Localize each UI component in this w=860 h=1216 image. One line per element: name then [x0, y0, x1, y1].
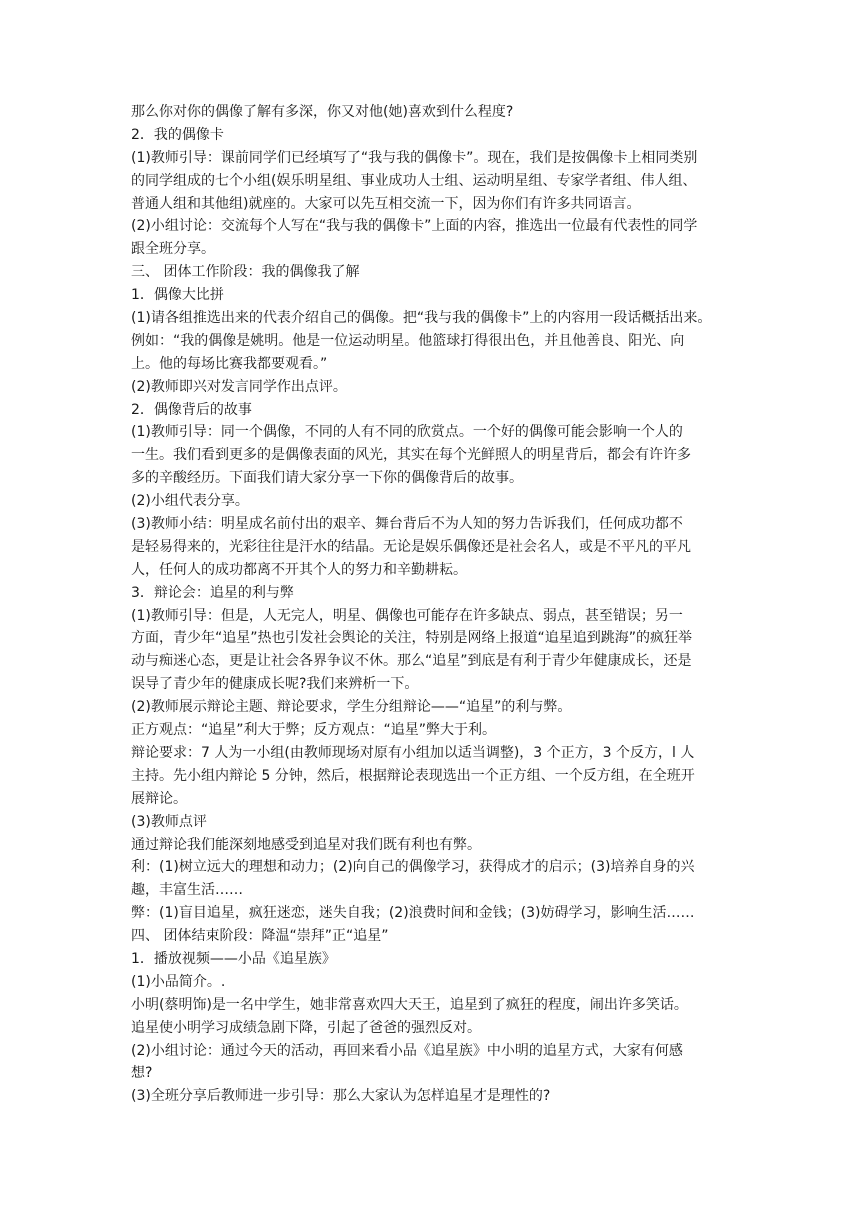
- text-line: (3)教师点评: [131, 813, 207, 830]
- text-line: (2)小组讨论：交流每个人写在“我与我的偶像卡”上面的内容，推选出一位最有代表性的同学: [131, 218, 698, 235]
- text-line: (1)请各组推选出来的代表介绍自己的偶像。把“我与我的偶像卡”上的内容用一段话概括出来。: [131, 310, 712, 327]
- text-line: (1)教师引导：课前同学们已经填写了“我与我的偶像卡”。现在，我们是按偶像卡上相同类别: [131, 149, 698, 166]
- text-line: (3)全班分享后教师进一步引导：那么大家认为怎样追星才是理性的?: [131, 1088, 551, 1105]
- text-line: 小明(蔡明饰)是一名中学生，她非常喜欢四大天王，追星到了疯狂的程度，闹出许多笑话。: [131, 996, 688, 1013]
- text-line: 的同学组成的七个小组(娱乐明星组、事业成功人士组、运动明星组、专家学者组、伟人组、: [131, 172, 697, 189]
- text-line: 通过辩论我们能深刻地感受到追星对我们既有利也有弊。: [131, 836, 481, 853]
- text-line: 普通人组和其他组)就座的。大家可以先互相交流一下，因为你们有许多共同语言。: [131, 195, 641, 212]
- text-line: 2．偶像背后的故事: [131, 401, 252, 418]
- text-line: 主持。先小组内辩论 5 分钟，然后，根据辩论表现选出一个正方组、一个反方组，在全班开: [131, 767, 695, 784]
- text-line: 四、 团体结束阶段：降温“崇拜”正“追星”: [131, 928, 389, 945]
- text-line: 1．播放视频——小品《追星族》: [131, 950, 336, 967]
- text-line: 误导了青少年的健康成长呢?我们来辨析一下。: [131, 676, 419, 693]
- text-line: 是轻易得来的，光彩往往是汗水的结晶。无论是娱乐偶像还是社会名人，或是不平凡的平凡: [131, 538, 691, 555]
- text-line: 辩论要求：7 人为一小组(由教师现场对原有小组加以适当调整)，3 个正方，3 个反方，l 人: [131, 744, 695, 761]
- text-line: (1)小品简介。.: [131, 973, 226, 990]
- text-line: (3)教师小结：明星成名前付出的艰辛、舞台背后不为人知的努力告诉我们，任何成功都不: [131, 516, 683, 533]
- text-line: 正方观点：“追星”利大于弊；反方观点：“追星”弊大于利。: [131, 722, 497, 739]
- text-line: 例如：“我的偶像是姚明。他是一位运动明星。他篮球打得很出色，并且他善良、阳光、向: [131, 332, 685, 349]
- text-line: 多的辛酸经历。下面我们请大家分享一下你的偶像背后的故事。: [131, 470, 523, 487]
- text-line: (2)小组代表分享。: [131, 493, 249, 510]
- text-line: 动与痴迷心态，更是让社会各界争议不休。那么“追星”到底是有利于青少年健康成长，还是: [131, 653, 692, 670]
- text-line: 利：(1)树立远大的理想和动力；(2)向自己的偶像学习，获得成才的启示；(3)培养自身的兴: [131, 859, 695, 876]
- text-line: (2)教师即兴对发言同学作出点评。: [131, 378, 347, 395]
- text-line: 想?: [131, 1065, 153, 1082]
- text-line: 展辩论。: [131, 790, 187, 807]
- text-line: 三、 团体工作阶段：我的偶像我了解: [131, 264, 360, 281]
- text-line: (1)教师引导：但是，人无完人，明星、偶像也可能存在许多缺点、弱点，甚至错误；另一: [131, 607, 683, 624]
- text-line: (2)教师展示辩论主题、辩论要求，学生分组辩论——“追星”的利与弊。: [131, 699, 572, 716]
- text-line: 上。他的每场比赛我都要观看。”: [131, 355, 328, 372]
- text-line: (1)教师引导：同一个偶像，不同的人有不同的欣赏点。一个好的偶像可能会影响一个人的: [131, 424, 683, 441]
- text-line: (2)小组讨论：通过今天的活动，再回来看小品《追星族》中小明的追星方式，大家有何感: [131, 1042, 683, 1059]
- text-line: 跟全班分享。: [131, 241, 215, 258]
- document-body: [131, 101, 741, 1108]
- text-line: 3．辩论会：追星的利与弊: [131, 584, 294, 601]
- text-line: 2．我的偶像卡: [131, 126, 224, 143]
- text-line: 趣，丰富生活……: [131, 882, 243, 899]
- text-line: 弊：(1)盲目追星，疯狂迷恋，迷失自我；(2)浪费时间和金钱；(3)妨碍学习，影响生活……: [131, 905, 695, 922]
- text-line: 那么你对你的偶像了解有多深，你又对他(她)喜欢到什么程度?: [131, 104, 514, 120]
- text-line: 方面，青少年“追星”热也引发社会舆论的关注，特别是网络上报道“追星追到跳海”的疯狂举: [131, 630, 693, 647]
- text-line: 追星使小明学习成绩急剧下降，引起了爸爸的强烈反对。: [131, 1019, 481, 1036]
- text-line: 一生。我们看到更多的是偶像表面的风光，其实在每个光鲜照人的明星背后，都会有许许多: [131, 447, 691, 464]
- text-line: 1．偶像大比拼: [131, 287, 224, 304]
- text-line: 人，任何人的成功都离不开其个人的努力和辛勤耕耘。: [131, 561, 467, 578]
